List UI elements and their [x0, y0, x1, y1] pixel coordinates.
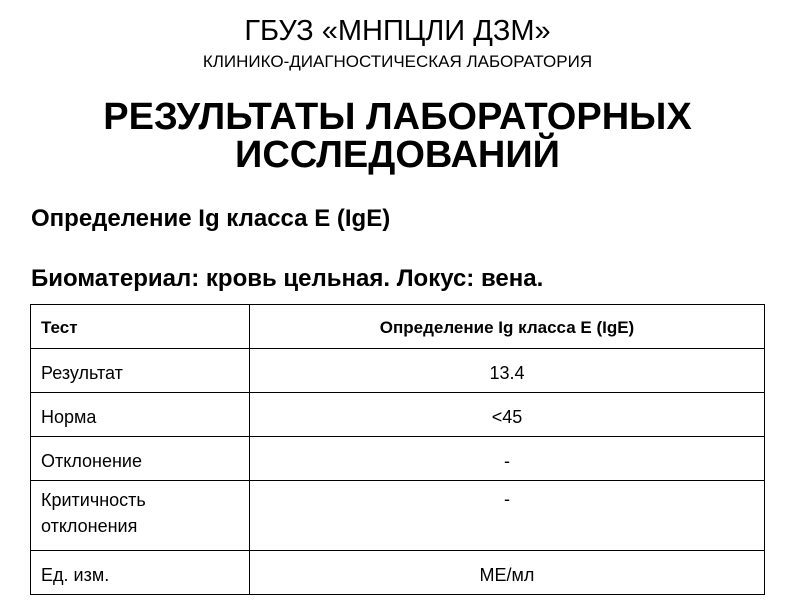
row-label: Результат	[31, 349, 250, 393]
document-title-line-2: ИССЛЕДОВАНИЙ	[235, 134, 560, 176]
test-heading: Определение Ig класса E (IgE)	[31, 205, 391, 232]
row-label: Норма	[31, 393, 250, 437]
row-label: Ед. изм.	[31, 551, 250, 595]
table-row-unit	[31, 551, 765, 595]
row-value: -	[250, 437, 765, 481]
table-row-result	[31, 349, 765, 393]
row-label: Отклонение	[31, 437, 250, 481]
header-label-cell: Тест	[31, 305, 250, 349]
document-title	[0, 98, 795, 174]
row-value: <45	[250, 393, 765, 437]
table-row-deviation	[31, 437, 765, 481]
table-header-row	[31, 305, 765, 349]
table-row-criticality	[31, 481, 765, 551]
table-row-norm	[31, 393, 765, 437]
row-value: 13.4	[250, 349, 765, 393]
results-table	[30, 304, 765, 595]
biomaterial-heading: Биоматериал: кровь цельная. Локус: вена.	[31, 265, 544, 292]
row-value: -	[250, 481, 765, 551]
row-value: МЕ/мл	[250, 551, 765, 595]
document-title-line-1: РЕЗУЛЬТАТЫ ЛАБОРАТОРНЫХ	[103, 96, 692, 138]
header-value-cell: Определение Ig класса E (IgE)	[250, 305, 765, 349]
row-label: Критичность отклонения	[31, 481, 250, 551]
org-subtitle: КЛИНИКО-ДИАГНОСТИЧЕСКАЯ ЛАБОРАТОРИЯ	[202, 52, 593, 71]
org-name: ГБУЗ «МНПЦЛИ ДЗМ»	[244, 15, 551, 47]
